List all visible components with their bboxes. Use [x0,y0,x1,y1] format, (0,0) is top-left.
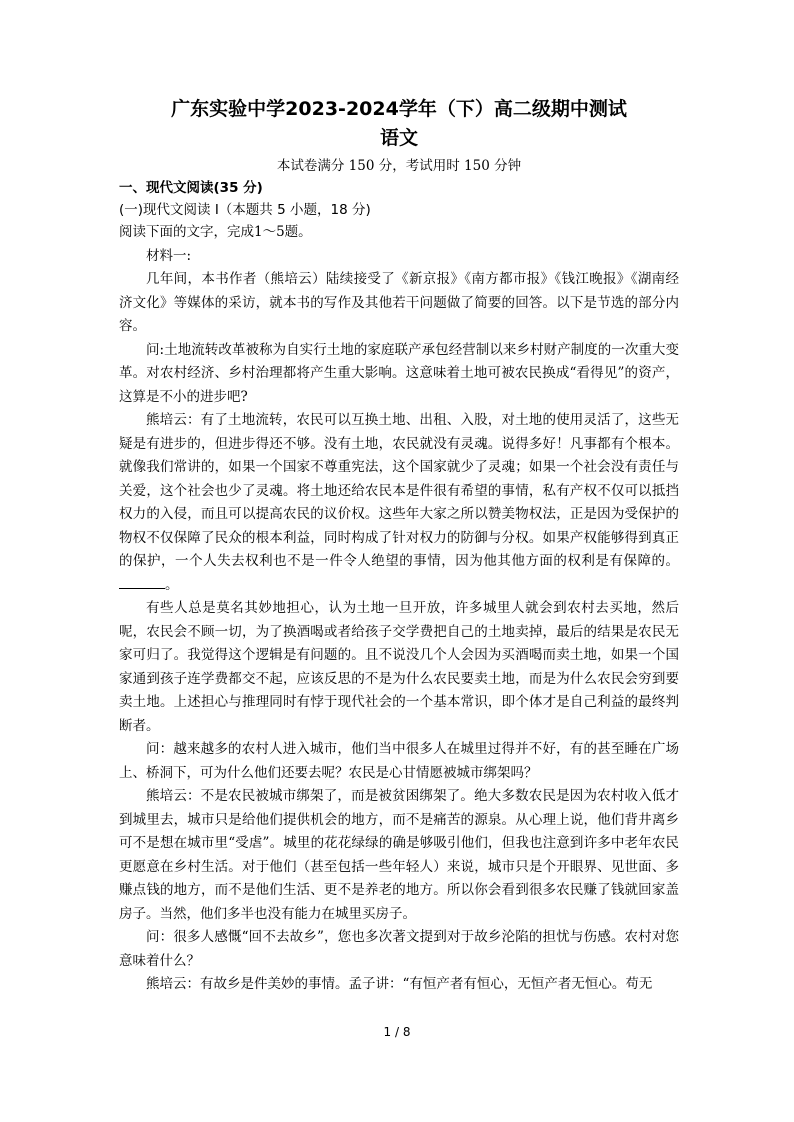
blank-period: 。 [165,576,179,593]
paragraph-question-1: 问:土地流转改革被称为自实行土地的家庭联产承包经营制以来乡村财产制度的一次重大变革。对农村经济、乡村治理都将产生重大影响。这意味着土地可被农民换成“看得见”的资产，这算是不小的进步吧? [119,341,679,405]
material-label: 材料一: [146,247,192,264]
paragraph-question-2: 问：越来越多的农村人进入城市，他们当中很多人在城里过得并不好，有的甚至睡在广场上、桥洞下，可为什么他们还要去呢？农民是心甘情愿被城市绑架吗？ [119,741,679,781]
reading-instruction: 阅读下面的文字，完成1～5题。 [119,224,312,240]
paragraph-answer-1 [119,409,679,597]
sub-section-heading: (一)现代文阅读 I（本题共 5 小题，18 分) [119,202,371,218]
paragraph-answer-1-cont: 有些人总是莫名其妙地担心，认为土地一旦开放，许多城里人就会到农村去买地，然后呢，农民会不顾一切，为了换酒喝或者给孩子交学费把自己的土地卖掉，最后的结果是农民无家可归了。我觉得这个逻辑是有问题的。且不说没几个人会因为买酒喝而卖土地，如果一个国家通到孩子连学费都交不起，应该反思的不是为什么农民要卖土地，而是为什么农民会穷到要卖土地。上述担心与推理同时有悖于现代社会的一个基本常识，即个体才是自己利益的最终判断者。 [119,600,679,734]
page-content [119,96,679,997]
exam-info: 本试卷满分 150 分，考试用时 150 分钟 [276,158,522,174]
page-number: 1 / 8 [383,1025,411,1039]
fill-in-blank [119,574,165,589]
paragraph-intro: 几年间，本书作者（熊培云）陆续接受了《新京报》《南方都市报》《钱江晚报》《湖南经济文化》等媒体的采访，就本书的写作及其他若干问题做了简要的回答。以下是节选的部分内容。 [119,271,679,334]
exam-title: 广东实验中学2023-2024学年（下）高二级期中测试 [171,98,627,120]
paragraph-answer-3: 熊培云：有故乡是件美妙的事情。孟子讲：“有恒产者有恒心，无恒产者无恒心。苟无 [146,976,653,992]
section-heading: 一、现代文阅读(35 分) [119,180,263,196]
paragraph-answer-2: 熊培云：不是农民被城市绑架了，而是被贫困绑架了。绝大多数农民是因为农村收入低才到城里去，城市只是给他们提供机会的地方，而不是痛苦的源泉。从心理上说，他们背井离乡可不是想在城市里“受虐”。城里的花花绿绿的确是够吸引他们，但我也注意到许多中老年农民更愿意在乡村生活。对于他们（甚至包括一些年轻人）来说，城市只是个开眼界、见世面、多赚点钱的地方，而不是他们生活、更不是养老的地方。所以你会看到很多农民赚了钱就回家盖房子。当然，他们多半也没有能力在城里买房子。 [119,788,679,922]
paragraph-question-3: 问：很多人感慨“回不去故乡”，您也多次著文提到对于故乡沦陷的担忧与伤感。农村对您意味着什么？ [119,929,679,969]
subject-title: 语文 [379,127,418,149]
paragraph-answer-1-text: 熊培云：有了土地流转，农民可以互换土地、出租、入股，对土地的使用灵活了，这些无疑是有进步的，但进步得还不够。没有土地，农民就没有灵魂。说得多好！凡事都有个根本。就像我们常讲的，如果一个国家不尊重宪法，这个国家就少了灵魂；如果一个社会没有责任与关爱，这个社会也少了灵魂。将土地还给农民本是件很有希望的事情，私有产权不仅可以抵挡权力的入侵，而且可以提高农民的议价权。这些年大家之所以赞美物权法，正是因为受保护的物权不仅保障了民众的根本利益，同时构成了针对权力的防御与分权。如果产权能够得到真正的保护，一个人失去权利也不是一件令人绝望的事情，因为他其他方面的权利是有保障的。 [119,412,679,569]
